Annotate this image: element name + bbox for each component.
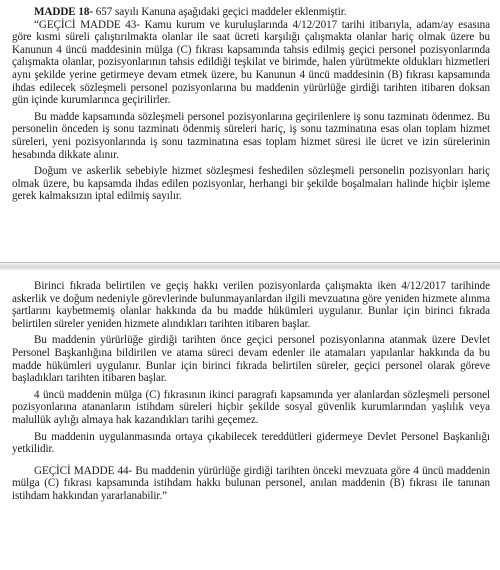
paragraph-temporary-article-44: GEÇİCİ MADDE 44- Bu maddenin yürürlüğe girdiği tarihten önceki mevzuata göre 4 üncü maddenin mülga (C) fıkrası kapsamında istihdam hakkı bulunan personel, anılan maddenin (B) fıkrası ile tanınan istihdam hakkından yararlanabilir.”	[12, 464, 490, 502]
document-section-top	[0, 0, 500, 262]
paragraph-authority: Bu maddenin uygulanmasında ortaya çıkabilecek tereddütleri gidermeye Devlet Personel Başkanlığı yetkilidir.	[12, 430, 490, 456]
article-heading-text: 657 sayılı Kanuna aşağıdaki geçici maddeler eklenmiştir.	[93, 6, 347, 18]
paragraph-positions-cancelled: Doğum ve askerlik sebebiyle hizmet sözleşmesi feshedilen sözleşmeli personelin pozisyonları hariç olmak üzere, bu kapsamda ihdas edilen pozisyonlar, herhangi bir şekilde boşalmaları halinde hiçbir işleme gerek kalmaksızın iptal edilmiş sayılır.	[12, 165, 490, 203]
paragraph-pending-appointments: Bu maddenin yürürlüğe girdiği tarihten önce geçici personel pozisyonlarına atanmak üzere Devlet Personel Başkanlığına bildirilen ve atama süreci devam edenler ile atamaları yapılanlar hakkında da bu madde hükümleri uygulanır. Bunlar için birinci fıkrada belirtilen süreler, geçici personel olarak göreve başladıkları tarihten itibaren başlar.	[12, 334, 490, 385]
article-number: MADDE 18-	[34, 6, 94, 18]
paragraph-military-birth-leave: Birinci fıkrada belirtilen ve geçiş hakkı verilen pozisyonlarda çalışmakta iken 4/12/2017 tarihinde askerlik ve doğum nedeniyle görevlerinde bulunmayanlardan ilgili mevzuatına göre yeniden hizmete alınma şartlarını kaybetmemiş olanlar hakkında da bu madde hükümleri uygulanır. Bunlar için birinci fıkrada belirtilen süreler yeniden hizmete alındıkları tarihten itibaren başlar.	[12, 280, 490, 330]
article-heading	[12, 6, 490, 19]
paragraph-temporary-article-43: “GEÇİCİ MADDE 43- Kamu kurum ve kuruluşlarında 4/12/2017 tarihi itibarıyla, adam/ay esasına göre kısmi süreli çalıştırılmakta olanlar ile saat ücreti karşılığı çalışmakta olanlar hariç olmak üzere bu Kanunun 4 üncü maddesinin mülga (C) fıkrası kapsamında tahsis edilmiş geçici personel pozisyonlarında çalışmakta olanlar, pozisyonlarının tahsis edildiği teşkilat ve birimde, halen yürütmekte oldukları hizmetleri aynı şekilde yerine getirmeye devam etmek üzere, bu Kanunun 4 üncü maddesinin (B) fıkrası kapsamında ihdas edilecek sözleşmeli personel pozisyonlarına bu maddenin yürürlüğe girdiği tarihten itibaren doksan gün içinde kurumlarınca geçirilirler.	[12, 18, 490, 107]
paragraph-severance-pay: Bu madde kapsamında sözleşmeli personel pozisyonlarına geçirilenlere iş sonu tazminatı ödenmez. Bu personelin önceden iş sonu tazminatı ödenmiş süreleri hariç, iş sonu tazminatına esas olan toplam hizmet süreleri, yeni pozisyonlarında iş sonu tazminatına esas toplam hizmet süresi ile ücret ve izin sürelerinin hesabında dikkate alınır.	[12, 110, 490, 161]
paragraph-employment-periods: 4 üncü maddenin mülga (C) fıkrasının ikinci paragrafı kapsamında yer alanlardan sözleşmeli personel pozisyonlarına atananların istihdam süreleri hiçbir şekilde sosyal güvenlik kurumlarından yaşlılık veya malullük aylığı almaya hak kazandıkları tarihi geçemez.	[12, 388, 490, 426]
document-section-bottom	[0, 270, 500, 570]
